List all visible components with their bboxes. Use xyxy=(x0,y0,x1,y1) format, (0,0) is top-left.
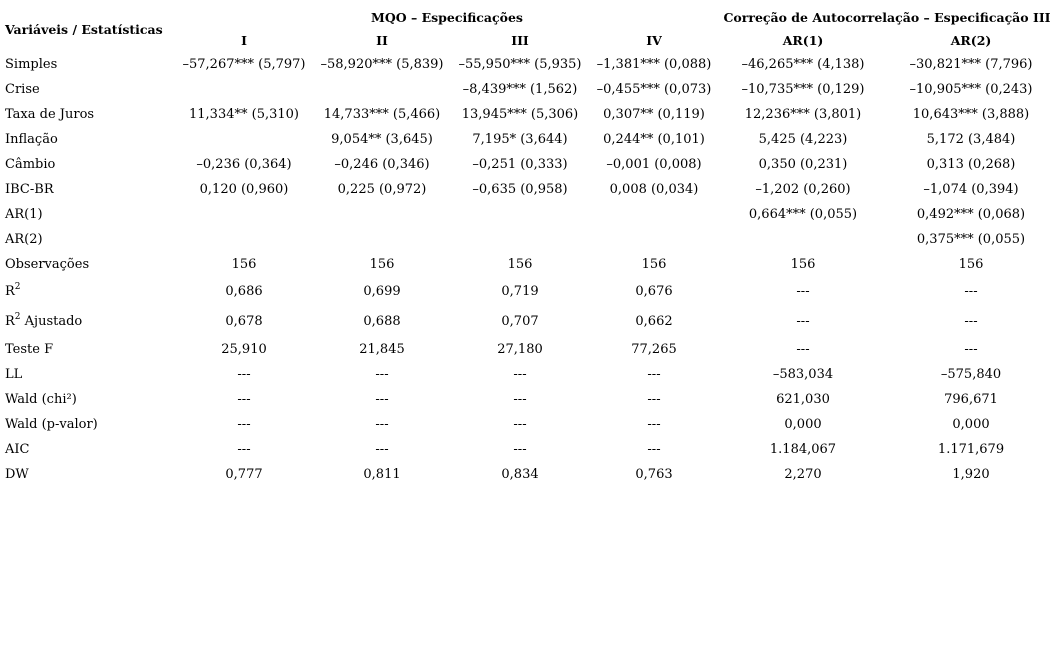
table-cell: 0,662 xyxy=(635,314,673,329)
group-header-row xyxy=(5,6,1055,29)
table-cell: –575,840 xyxy=(940,367,1002,382)
table-row xyxy=(5,387,1055,412)
table-cell: 0,686 xyxy=(225,284,263,299)
table-cell: 10,643*** (3,888) xyxy=(912,107,1030,122)
table-cell: –10,905*** (0,243) xyxy=(909,82,1033,97)
table-cell: 0,008 (0,034) xyxy=(609,182,699,197)
table-cell: 0,244** (0,101) xyxy=(603,132,705,147)
table-cell xyxy=(719,227,887,252)
table-row xyxy=(5,337,1055,362)
row-label-superscript: 2 xyxy=(14,312,21,322)
table-cell: --- xyxy=(647,442,661,457)
table-cell: –583,034 xyxy=(772,367,834,382)
row-label: Wald (chi²) xyxy=(5,392,77,407)
table-cell: 0,707 xyxy=(501,314,539,329)
regression-results-table xyxy=(5,6,1055,487)
table-row xyxy=(5,362,1055,387)
table-cell: 156 xyxy=(641,257,667,272)
table-row xyxy=(5,252,1055,277)
table-cell xyxy=(451,227,589,252)
table-cell: 77,265 xyxy=(631,342,677,357)
table-cell: 14,733*** (5,466) xyxy=(323,107,441,122)
table-cell: --- xyxy=(647,417,661,432)
row-label: AR(2) xyxy=(5,232,43,247)
table-cell: 0,307** (0,119) xyxy=(603,107,705,122)
table-cell: 5,425 (4,223) xyxy=(758,132,848,147)
row-label: Inflação xyxy=(5,132,58,147)
table-cell: 12,236*** (3,801) xyxy=(744,107,862,122)
table-row xyxy=(5,202,1055,227)
row-label: IBC-BR xyxy=(5,182,54,197)
table-cell: –30,821*** (7,796) xyxy=(909,57,1033,72)
table-cell: 25,910 xyxy=(221,342,267,357)
table-cell: 156 xyxy=(369,257,395,272)
row-label: LL xyxy=(5,367,23,382)
row-label xyxy=(5,307,175,337)
table-cell: --- xyxy=(796,284,810,299)
table-cell: 0,834 xyxy=(501,467,539,482)
row-label: Wald (p-valor) xyxy=(5,417,98,432)
table-cell: --- xyxy=(237,417,251,432)
table-cell: 0,688 xyxy=(363,314,401,329)
table-cell: –46,265*** (4,138) xyxy=(741,57,865,72)
row-label: Câmbio xyxy=(5,157,56,172)
table-cell: --- xyxy=(964,342,978,357)
table-cell: 0,000 xyxy=(784,417,822,432)
table-cell xyxy=(313,77,451,102)
column-header-ii: II xyxy=(376,33,388,48)
table-cell: 0,375*** (0,055) xyxy=(916,232,1026,247)
table-row xyxy=(5,277,1055,307)
table-cell: –1,202 (0,260) xyxy=(755,182,851,197)
table-cell: --- xyxy=(375,442,389,457)
table-cell: 0,313 (0,268) xyxy=(926,157,1016,172)
column-header-iii: III xyxy=(511,33,529,48)
table-row xyxy=(5,307,1055,337)
table-cell: 1.171,679 xyxy=(937,442,1005,457)
column-header-ar2: AR(2) xyxy=(950,33,992,48)
column-header-iv: IV xyxy=(646,33,662,48)
table-cell: –55,950*** (5,935) xyxy=(458,57,582,72)
table-cell: --- xyxy=(375,417,389,432)
row-label: Teste F xyxy=(5,342,54,357)
table-cell: 0,777 xyxy=(225,467,263,482)
table-row xyxy=(5,462,1055,487)
table-cell: --- xyxy=(647,367,661,382)
table-cell: 0,676 xyxy=(635,284,673,299)
table-cell: 0,811 xyxy=(363,467,401,482)
table-cell: –10,735*** (0,129) xyxy=(741,82,865,97)
table-cell: 0,678 xyxy=(225,314,263,329)
table-row xyxy=(5,227,1055,252)
row-label: Crise xyxy=(5,82,40,97)
table-cell: 0,763 xyxy=(635,467,673,482)
table-cell: 5,172 (3,484) xyxy=(926,132,1016,147)
table-cell: 0,699 xyxy=(363,284,401,299)
table-row xyxy=(5,437,1055,462)
row-label-base: R xyxy=(5,314,15,329)
table-cell: 0,719 xyxy=(501,284,539,299)
table-cell: 0,350 (0,231) xyxy=(758,157,848,172)
table-cell: --- xyxy=(964,284,978,299)
column-header-i: I xyxy=(241,33,247,48)
table-cell xyxy=(175,127,313,152)
table-header xyxy=(5,6,1055,52)
table-cell: 156 xyxy=(507,257,533,272)
table-cell: 0,000 xyxy=(952,417,990,432)
table-cell: --- xyxy=(237,392,251,407)
table-row xyxy=(5,412,1055,437)
table-cell: --- xyxy=(237,442,251,457)
table-cell: --- xyxy=(513,442,527,457)
table-cell: --- xyxy=(237,367,251,382)
table-cell: 156 xyxy=(231,257,257,272)
table-cell: 156 xyxy=(958,257,984,272)
table-cell: 156 xyxy=(790,257,816,272)
table-cell xyxy=(175,227,313,252)
table-cell: --- xyxy=(796,342,810,357)
table-cell: 13,945*** (5,306) xyxy=(461,107,579,122)
table-cell xyxy=(451,202,589,227)
column-header-ar1: AR(1) xyxy=(782,33,824,48)
table-cell: –0,251 (0,333) xyxy=(472,157,568,172)
table-cell xyxy=(175,202,313,227)
table-cell: 21,845 xyxy=(359,342,405,357)
table-cell: 0,225 (0,972) xyxy=(337,182,427,197)
table-cell: 0,492*** (0,068) xyxy=(916,207,1026,222)
table-cell: --- xyxy=(647,392,661,407)
table-cell xyxy=(313,227,451,252)
row-label xyxy=(5,277,175,307)
table-cell: –0,455*** (0,073) xyxy=(596,82,712,97)
table-cell: 621,030 xyxy=(776,392,830,407)
table-cell: –0,236 (0,364) xyxy=(196,157,292,172)
table-cell xyxy=(313,202,451,227)
table-cell: --- xyxy=(796,314,810,329)
table-cell: 1.184,067 xyxy=(769,442,837,457)
table-body xyxy=(5,52,1055,487)
table-row xyxy=(5,102,1055,127)
table-row xyxy=(5,77,1055,102)
row-label-base: R xyxy=(5,284,15,299)
table-cell: 0,120 (0,960) xyxy=(199,182,289,197)
table-cell: 1,920 xyxy=(952,467,990,482)
table-cell: –0,635 (0,958) xyxy=(472,182,568,197)
table-cell: 796,671 xyxy=(944,392,998,407)
table-cell: –8,439*** (1,562) xyxy=(462,82,578,97)
table-cell: --- xyxy=(375,392,389,407)
table-cell: 27,180 xyxy=(497,342,543,357)
row-label: Taxa de Juros xyxy=(5,107,95,122)
table-cell: 0,664*** (0,055) xyxy=(748,207,858,222)
table-cell: --- xyxy=(513,417,527,432)
table-cell: --- xyxy=(513,392,527,407)
row-label-suffix: Ajustado xyxy=(20,314,83,329)
corner-header: Variáveis / Estatísticas xyxy=(5,21,163,37)
table-cell: –57,267*** (5,797) xyxy=(182,57,306,72)
row-label: AIC xyxy=(5,442,30,457)
table-cell: 9,054** (3,645) xyxy=(331,132,433,147)
table-cell: –0,246 (0,346) xyxy=(334,157,430,172)
table-cell: --- xyxy=(964,314,978,329)
table-cell xyxy=(175,77,313,102)
table-cell: 7,195* (3,644) xyxy=(472,132,568,147)
table-cell xyxy=(589,202,719,227)
row-label: Simples xyxy=(5,57,58,72)
group-header-correcao: Correção de Autocorrelação – Especificação III xyxy=(723,10,1051,25)
table-cell: –58,920*** (5,839) xyxy=(320,57,444,72)
table-row xyxy=(5,127,1055,152)
table-cell: --- xyxy=(513,367,527,382)
row-label: AR(1) xyxy=(5,207,43,222)
row-label: DW xyxy=(5,467,29,482)
row-label-superscript: 2 xyxy=(14,282,21,292)
table-row xyxy=(5,177,1055,202)
table-cell: --- xyxy=(375,367,389,382)
table-row xyxy=(5,52,1055,77)
table-cell: –0,001 (0,008) xyxy=(606,157,702,172)
table-cell: –1,074 (0,394) xyxy=(923,182,1019,197)
table-cell xyxy=(589,227,719,252)
table-cell: –1,381*** (0,088) xyxy=(596,57,712,72)
group-header-mqo: MQO – Especificações xyxy=(371,10,523,25)
table-row xyxy=(5,152,1055,177)
regression-results-table-container xyxy=(5,6,1055,487)
table-cell: 11,334** (5,310) xyxy=(189,107,299,122)
row-label: Observações xyxy=(5,257,90,272)
table-cell: 2,270 xyxy=(784,467,822,482)
